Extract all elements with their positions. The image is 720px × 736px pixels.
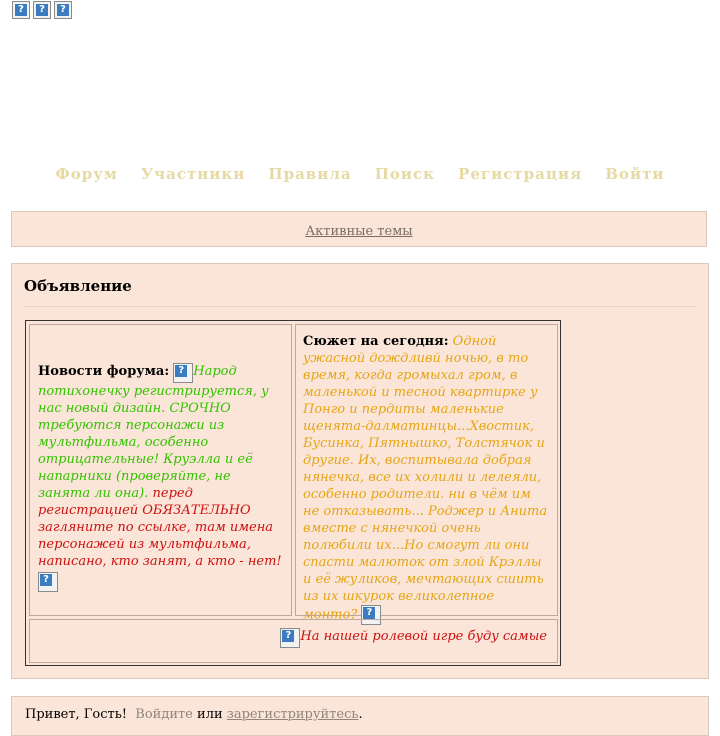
announcement-title: Объявление: [24, 277, 132, 295]
nav-forum-link[interactable]: Форум: [55, 165, 118, 183]
forum-news-cell: [29, 324, 292, 616]
header-image-placeholders: [12, 1, 72, 19]
nav-search-link[interactable]: Поиск: [374, 165, 435, 183]
nav-register-link[interactable]: Регистрация: [458, 165, 583, 183]
plot-today-text: Одной ужасной дождливй ночью, в то время, когда громыхал гром, в маленькой и тесной квартирке у Понго и пердиты маленькие щенята-далматинцы...Хвостик, Бусинка, Пятнышко, Толстячок и другие. Их, воспитывала добрая нянечка, все их холили и лелеяли, особенно родители. ни в чём им не отказывать... Роджер и Анита вместе с нянечкой очень полюбили их...Но смогут ли они спасти малюток от злой Крэллы и её жуликов, мечтающих сшить из их шкурок великолепное монто?: [303, 334, 548, 623]
broken-image-icon: [12, 1, 30, 19]
announcement-divider: [24, 306, 696, 307]
forum-news-text: Народ потихонечку регистрируется, у нас новый дизайн. СРОЧНО требуются персонажи из мультфильма, особенно отрицательные! Круэлла и её напарники (проверяйте, не занята ли она).: [38, 364, 269, 501]
broken-image-icon: [280, 628, 300, 648]
broken-image-icon: [54, 1, 72, 19]
bottom-announcement-cell: [29, 619, 558, 663]
nav-members-link[interactable]: Участники: [140, 165, 246, 183]
register-link[interactable]: зарегистрируйтесь: [226, 707, 359, 722]
plot-today-label: Сюжет на сегодня:: [303, 334, 449, 349]
login-link[interactable]: Войдите: [135, 707, 193, 722]
main-navigation: [0, 164, 720, 183]
forum-news-warning: перед регистрацией ОБЯЗАТЕЛЬНО загляните по ссылке, там имена персонажей из мультфильма, написано, кто занят, а кто - нет!: [38, 486, 282, 569]
plot-today-cell: [295, 324, 558, 623]
broken-image-icon: [38, 572, 58, 592]
broken-image-icon: [173, 363, 193, 383]
nav-rules-link[interactable]: Правила: [268, 165, 352, 183]
greeting-text: Привет, Гость!: [25, 707, 128, 722]
forum-news-label: Новости форума:: [38, 364, 170, 379]
bottom-announcement-text: На нашей ролевой игре буду самые: [300, 629, 547, 644]
broken-image-icon: [33, 1, 51, 19]
announcement-panel: [11, 263, 709, 679]
greeting-period: .: [358, 707, 363, 722]
active-topics-bar: [11, 211, 707, 247]
nav-login-link[interactable]: Войти: [605, 165, 665, 183]
active-topics-link[interactable]: Активные темы: [305, 224, 413, 239]
greeting-or-text: или: [197, 707, 223, 722]
announcement-table: [25, 320, 561, 666]
guest-greeting-bar: [11, 696, 709, 736]
